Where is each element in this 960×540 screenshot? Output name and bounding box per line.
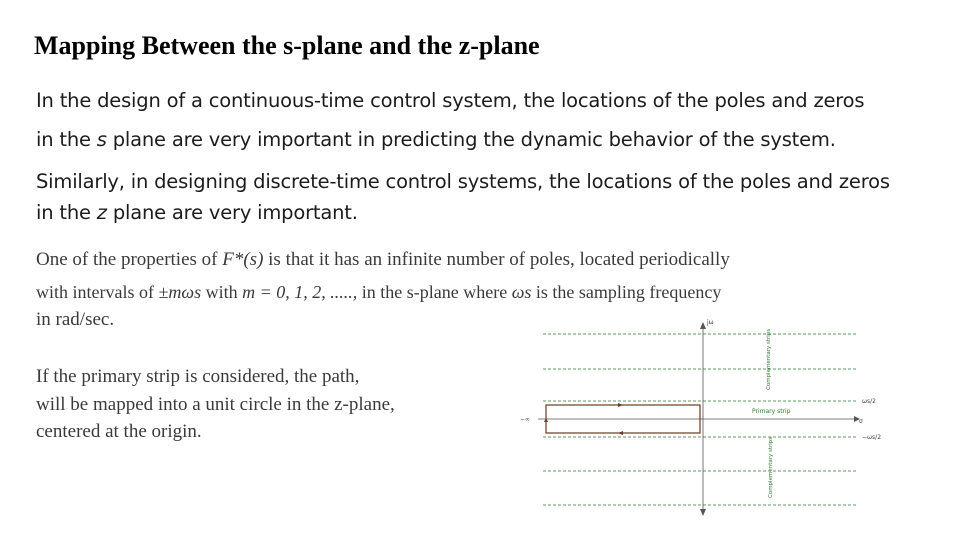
neg-infinity-label: −∞ [520, 416, 531, 423]
strip-line-2: will be mapped into a unit circle in the z-plane, [36, 394, 395, 415]
slide-title: Mapping Between the s-plane and the z-plane [34, 31, 540, 60]
imaginary-axis-bottom-arrow-icon [700, 509, 706, 516]
poles-line-2: with intervals of ±mωs with m = 0, 1, 2, ....., in the s-plane where ωs is the sampling frequency [36, 282, 722, 302]
poles-line-1: One of the properties of F*(s) is that it has an infinite number of poles, located periodically [36, 249, 730, 270]
primary-strip-label: Primary strip [752, 408, 791, 415]
complementary-strip-top-label: Complementary strips [766, 328, 772, 390]
strip-line-1: If the primary strip is considered, the path, [36, 366, 360, 387]
strip-line-3: centered at the origin. [36, 421, 202, 442]
intro-line-4: in the z plane are very important. [36, 201, 358, 224]
imaginary-axis-arrow-icon [700, 322, 706, 329]
half-sampling-positive-label: ωs/2 [862, 398, 876, 405]
half-sampling-negative-label: −ωs/2 [862, 434, 882, 441]
intro-line-2: in the s plane are very important in predicting the dynamic behavior of the system. [36, 128, 836, 151]
intro-line-1: In the design of a continuous-time control system, the locations of the poles and zeros [36, 89, 865, 112]
s-plane-strip-diagram [510, 310, 910, 522]
intro-line-3: Similarly, in designing discrete-time control systems, the locations of the poles and zeros [36, 170, 890, 193]
path-direction-arrow-icon [618, 403, 623, 407]
poles-line-3: in rad/sec. [36, 309, 115, 330]
complementary-strip-bottom-label: Complementary strips [768, 436, 774, 498]
jw-label: jω [707, 319, 714, 326]
sigma-label: σ [859, 418, 863, 425]
path-direction-arrow-icon [618, 431, 623, 435]
